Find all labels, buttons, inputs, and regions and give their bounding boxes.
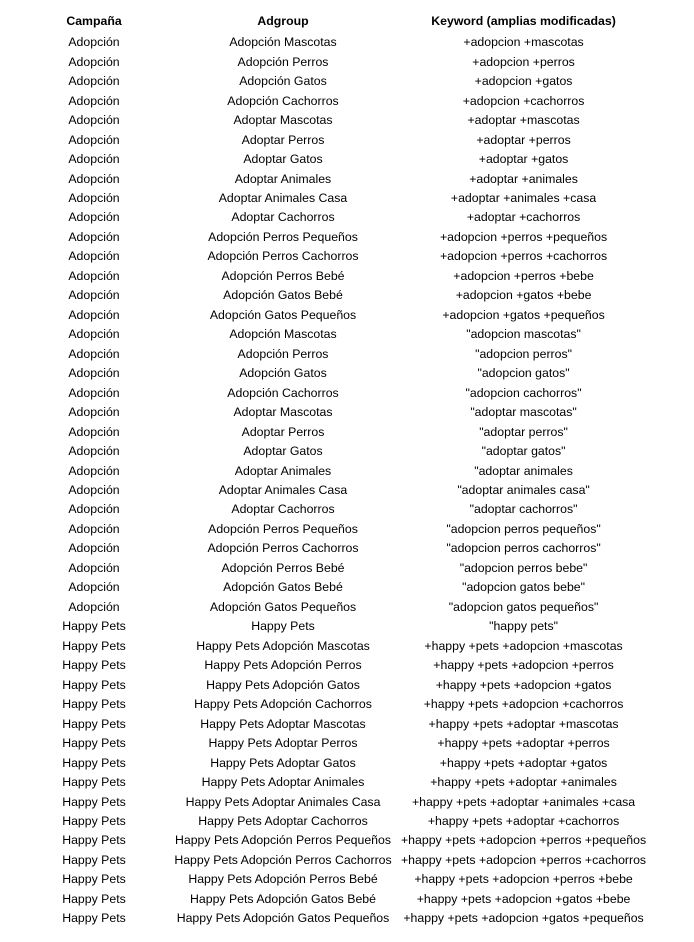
keyword-cell: +adoptar +gatos: [478, 152, 569, 167]
campaign-cell: Happy Pets: [62, 697, 126, 712]
header-keyword: Keyword (amplias modificadas): [431, 14, 616, 28]
keyword-cell: "adopcion gatos bebe": [462, 580, 586, 595]
table-row: [23, 578, 646, 597]
table-row: [23, 208, 646, 227]
keyword-cell: +adoptar +mascotas: [467, 113, 580, 128]
keyword-table: [23, 9, 646, 929]
adgroup-cell: Adopción Gatos: [239, 366, 327, 381]
adgroup-cell: Adoptar Cachorros: [231, 210, 335, 225]
keyword-cell: +happy +pets +adopcion +gatos +bebe: [416, 891, 631, 906]
table-row: [23, 617, 646, 636]
adgroup-cell: Adoptar Mascotas: [233, 113, 333, 128]
campaign-cell: Adopción: [68, 268, 120, 283]
keyword-cell: +adopcion +perros +bebe: [453, 268, 594, 283]
campaign-cell: Adopción: [68, 54, 120, 69]
table-row: [23, 539, 646, 558]
keyword-cell: "adopcion perros": [475, 346, 573, 361]
keyword-cell: "adoptar cachorros": [469, 502, 578, 517]
adgroup-cell: Adopción Perros Pequeños: [208, 229, 358, 244]
adgroup-cell: Happy Pets Adopción Perros Cachorros: [174, 852, 392, 867]
adgroup-cell: Adopción Perros Bebé: [221, 268, 345, 283]
campaign-cell: Adopción: [68, 424, 120, 439]
header-campaign: Campaña: [66, 14, 122, 28]
campaign-cell: Happy Pets: [62, 891, 126, 906]
campaign-cell: Happy Pets: [62, 911, 126, 926]
adgroup-cell: Happy Pets Adopción Perros Pequeños: [174, 833, 392, 848]
table-row: [23, 792, 646, 811]
table-row: [23, 442, 646, 461]
adgroup-cell: Happy Pets Adopción Perros: [204, 658, 362, 673]
table-row: [23, 637, 646, 656]
keyword-cell: +happy +pets +adoptar +cachorros: [427, 813, 620, 828]
adgroup-cell: Adopción Gatos Bebé: [223, 580, 343, 595]
adgroup-cell: Adopción Gatos Pequeños: [209, 307, 357, 322]
adgroup-cell: Happy Pets Adoptar Gatos: [210, 755, 356, 770]
keyword-cell: "happy pets": [489, 619, 558, 634]
table-row: [23, 870, 646, 889]
campaign-cell: Adopción: [68, 93, 120, 108]
campaign-cell: Adopción: [68, 288, 120, 303]
keyword-cell: +adoptar +animales +casa: [450, 190, 597, 205]
keyword-cell: "adoptar perros": [479, 424, 568, 439]
adgroup-cell: Adoptar Perros: [241, 132, 325, 147]
keyword-cell: +adopcion +gatos: [474, 74, 573, 89]
campaign-cell: Happy Pets: [62, 716, 126, 731]
table-row: [23, 851, 646, 870]
keyword-cell: +adopcion +perros +cachorros: [439, 249, 608, 264]
table-row: [23, 753, 646, 772]
campaign-cell: Happy Pets: [62, 638, 126, 653]
campaign-cell: Adopción: [68, 171, 120, 186]
header-adgroup: Adgroup: [257, 14, 309, 28]
adgroup-cell: Happy Pets Adopción Gatos Pequeños: [176, 911, 390, 926]
keyword-cell: +adoptar +animales: [469, 171, 578, 186]
table-row: [23, 734, 646, 753]
keyword-cell: "adopcion gatos": [477, 366, 570, 381]
keyword-cell: +adopcion +gatos +pequeños: [442, 307, 605, 322]
table-row: [23, 695, 646, 714]
campaign-cell: Happy Pets: [62, 658, 126, 673]
adgroup-cell: Adopción Cachorros: [227, 385, 339, 400]
campaign-cell: Happy Pets: [62, 872, 126, 887]
header-row: [23, 9, 646, 33]
adgroup-cell: Adopción Perros Pequeños: [208, 521, 358, 536]
table-row: [23, 267, 646, 286]
keyword-cell: +happy +pets +adopcion +perros: [433, 658, 614, 673]
campaign-cell: Adopción: [68, 405, 120, 420]
table-row: [23, 247, 646, 266]
keyword-cell: +adoptar +perros: [476, 132, 571, 147]
table-row: [23, 52, 646, 71]
keyword-cell: +adopcion +perros +pequeños: [439, 229, 608, 244]
campaign-cell: Adopción: [68, 249, 120, 264]
table-row: [23, 656, 646, 675]
table-row: [23, 364, 646, 383]
adgroup-cell: Happy Pets Adoptar Mascotas: [200, 716, 366, 731]
campaign-cell: Happy Pets: [62, 619, 126, 634]
keyword-cell: +adopcion +perros: [472, 54, 575, 69]
keyword-cell: "adopcion cachorros": [465, 385, 582, 400]
table-row: [23, 111, 646, 130]
campaign-cell: Adopción: [68, 599, 120, 614]
keyword-cell: +happy +pets +adoptar +animales +casa: [411, 794, 636, 809]
campaign-cell: Adopción: [68, 229, 120, 244]
campaign-cell: Adopción: [68, 483, 120, 498]
keyword-cell: +happy +pets +adopcion +perros +pequeños: [401, 833, 647, 848]
adgroup-cell: Adopción Gatos Pequeños: [209, 599, 357, 614]
campaign-cell: Adopción: [68, 463, 120, 478]
table-row: [23, 306, 646, 325]
keyword-cell: +adopcion +mascotas: [463, 35, 584, 50]
adgroup-cell: Adoptar Gatos: [243, 444, 323, 459]
campaign-cell: Adopción: [68, 74, 120, 89]
keyword-cell: "adopcion perros cachorros": [446, 541, 601, 556]
table-row: [23, 33, 646, 52]
table-row: [23, 169, 646, 188]
table-row: [23, 189, 646, 208]
table-row: [23, 812, 646, 831]
adgroup-cell: Adopción Perros Cachorros: [207, 541, 359, 556]
campaign-cell: Happy Pets: [62, 755, 126, 770]
keyword-cell: +adopcion +cachorros: [462, 93, 585, 108]
table-row: [23, 500, 646, 519]
table-row: [23, 345, 646, 364]
keyword-cell: "adoptar mascotas": [470, 405, 577, 420]
keyword-cell: +happy +pets +adopcion +mascotas: [424, 638, 623, 653]
table-row: [23, 831, 646, 850]
table-body: [23, 33, 646, 929]
campaign-cell: Adopción: [68, 210, 120, 225]
adgroup-cell: Adoptar Gatos: [243, 152, 323, 167]
campaign-cell: Happy Pets: [62, 677, 126, 692]
campaign-cell: Adopción: [68, 366, 120, 381]
keyword-cell: +happy +pets +adoptar +mascotas: [428, 716, 619, 731]
keyword-cell: +happy +pets +adopcion +gatos: [435, 677, 612, 692]
campaign-cell: Happy Pets: [62, 775, 126, 790]
table-row: [23, 773, 646, 792]
adgroup-cell: Adopción Perros: [237, 54, 329, 69]
campaign-cell: Adopción: [68, 541, 120, 556]
campaign-cell: Adopción: [68, 346, 120, 361]
adgroup-cell: Adopción Mascotas: [229, 35, 337, 50]
adgroup-cell: Adopción Gatos Bebé: [223, 288, 343, 303]
table-row: [23, 150, 646, 169]
keyword-cell: "adopcion perros pequeños": [446, 521, 601, 536]
table-row: [23, 91, 646, 110]
adgroup-cell: Adopción Gatos: [239, 74, 327, 89]
table-row: [23, 909, 646, 928]
campaign-cell: Happy Pets: [62, 794, 126, 809]
adgroup-cell: Adoptar Animales Casa: [218, 483, 348, 498]
keyword-cell: "adopcion mascotas": [466, 327, 581, 342]
campaign-cell: Adopción: [68, 152, 120, 167]
keyword-cell: +happy +pets +adopcion +perros +cachorros: [401, 852, 647, 867]
table-row: [23, 714, 646, 733]
campaign-cell: Adopción: [68, 327, 120, 342]
table-row: [23, 403, 646, 422]
adgroup-cell: Adopción Perros Bebé: [221, 560, 345, 575]
campaign-cell: Adopción: [68, 113, 120, 128]
campaign-cell: Happy Pets: [62, 852, 126, 867]
keyword-cell: +happy +pets +adoptar +animales: [430, 775, 617, 790]
keyword-cell: "adopcion gatos pequeños": [448, 599, 599, 614]
table-row: [23, 890, 646, 909]
adgroup-cell: Happy Pets Adopción Mascotas: [196, 638, 370, 653]
campaign-cell: Adopción: [68, 132, 120, 147]
campaign-cell: Adopción: [68, 385, 120, 400]
adgroup-cell: Adoptar Perros: [241, 424, 325, 439]
campaign-cell: Adopción: [68, 35, 120, 50]
campaign-cell: Adopción: [68, 502, 120, 517]
campaign-cell: Adopción: [68, 580, 120, 595]
table-row: [23, 383, 646, 402]
keyword-cell: "adoptar animales: [474, 463, 573, 478]
campaign-cell: Adopción: [68, 521, 120, 536]
adgroup-cell: Adoptar Cachorros: [231, 502, 335, 517]
adgroup-cell: Happy Pets Adopción Cachorros: [194, 697, 372, 712]
campaign-cell: Adopción: [68, 190, 120, 205]
table-row: [23, 559, 646, 578]
adgroup-cell: Happy Pets Adoptar Cachorros: [198, 813, 368, 828]
keyword-cell: +happy +pets +adoptar +gatos: [439, 755, 608, 770]
campaign-cell: Adopción: [68, 307, 120, 322]
table-row: [23, 598, 646, 617]
adgroup-cell: Happy Pets Adoptar Animales: [201, 775, 365, 790]
keyword-cell: "adoptar gatos": [481, 444, 566, 459]
keyword-cell: +adoptar +cachorros: [466, 210, 581, 225]
table-row: [23, 228, 646, 247]
table-row: [23, 675, 646, 694]
adgroup-cell: Adopción Mascotas: [229, 327, 337, 342]
table-row: [23, 325, 646, 344]
keyword-cell: +happy +pets +adopcion +cachorros: [423, 697, 624, 712]
keyword-cell: "adoptar animales casa": [457, 483, 590, 498]
adgroup-cell: Adopción Perros: [237, 346, 329, 361]
campaign-cell: Adopción: [68, 560, 120, 575]
keyword-cell: +adopcion +gatos +bebe: [455, 288, 592, 303]
table-row: [23, 422, 646, 441]
adgroup-cell: Happy Pets Adopción Perros Bebé: [188, 872, 378, 887]
campaign-cell: Happy Pets: [62, 833, 126, 848]
table-row: [23, 72, 646, 91]
campaign-cell: Happy Pets: [62, 813, 126, 828]
table-row: [23, 481, 646, 500]
adgroup-cell: Adoptar Animales: [234, 463, 332, 478]
table-row: [23, 461, 646, 480]
adgroup-cell: Happy Pets Adopción Gatos: [206, 677, 360, 692]
table-row: [23, 520, 646, 539]
adgroup-cell: Adoptar Animales Casa: [218, 190, 348, 205]
adgroup-cell: Happy Pets Adoptar Animales Casa: [185, 794, 381, 809]
keyword-cell: +happy +pets +adoptar +perros: [437, 736, 610, 751]
keyword-cell: "adopcion perros bebe": [459, 560, 588, 575]
table-row: [23, 130, 646, 149]
adgroup-cell: Happy Pets: [251, 619, 315, 634]
adgroup-cell: Happy Pets Adopción Gatos Bebé: [190, 891, 376, 906]
adgroup-cell: Adoptar Animales: [234, 171, 332, 186]
campaign-cell: Happy Pets: [62, 736, 126, 751]
adgroup-cell: Adopción Cachorros: [227, 93, 339, 108]
keyword-cell: +happy +pets +adopcion +perros +bebe: [414, 872, 633, 887]
adgroup-cell: Adopción Perros Cachorros: [207, 249, 359, 264]
adgroup-cell: Happy Pets Adoptar Perros: [208, 736, 358, 751]
adgroup-cell: Adoptar Mascotas: [233, 405, 333, 420]
table-row: [23, 286, 646, 305]
keyword-cell: +happy +pets +adopcion +gatos +pequeños: [403, 911, 644, 926]
campaign-cell: Adopción: [68, 444, 120, 459]
